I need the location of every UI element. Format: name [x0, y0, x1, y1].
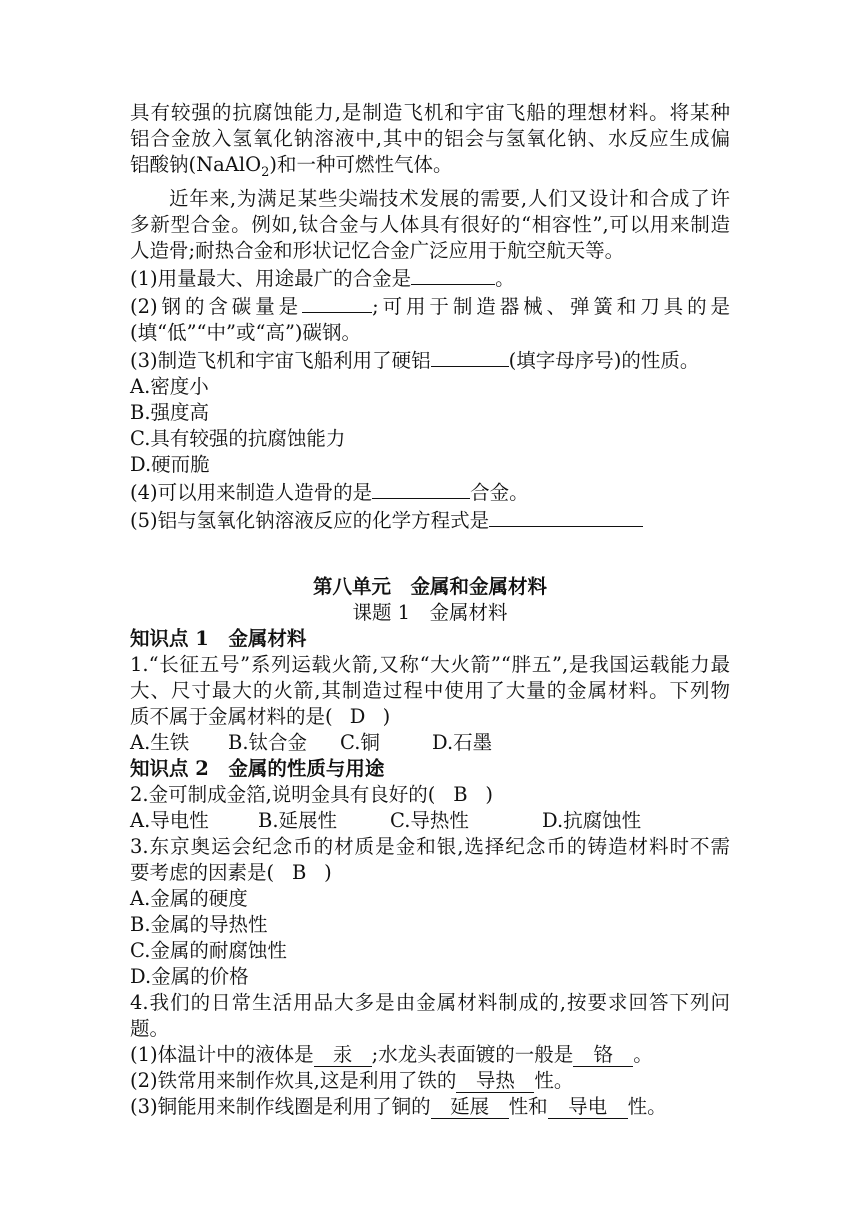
para2-line-1: 近年来,为满足某些尖端技术发展的需要,人们又设计和合成了许 — [169, 186, 730, 210]
kp2-question-3-line-2 — [130, 860, 730, 886]
kp1-question-1-line-1: 1.“长征五号”系列运载火箭,又称“大火箭”“胖五”,是我国运载能力最 — [130, 652, 730, 676]
answer-blank[interactable] — [431, 346, 509, 367]
question-4-text: (4)可以用来制造人造骨的是 — [130, 480, 373, 504]
option-a: A.密度小 — [130, 374, 209, 398]
question-4-end: 合金。 — [470, 480, 529, 504]
question-4 — [130, 478, 730, 506]
option-b: B.强度高 — [130, 400, 210, 424]
option-d: D.石墨 — [432, 730, 493, 754]
sub1-text: (1)体温计中的液体是 — [130, 1042, 314, 1066]
answer-blank[interactable] — [411, 264, 495, 285]
kp2-q4-sub-2 — [130, 1068, 730, 1094]
kp2-question-3-line-1: 3.东京奥运会纪念币的材质是金和银,选择纪念币的铸造材料时不需 — [130, 834, 730, 858]
formula-subscript: 2 — [261, 164, 270, 180]
kp2-q2-stem: 2.金可制成金箔,说明金具有良好的( — [130, 782, 436, 806]
option-c: C.导热性 — [390, 808, 469, 832]
filled-answer: 铬 — [573, 1044, 633, 1067]
answer-blank[interactable] — [302, 292, 372, 313]
kp2-question-4-line-1: 4.我们的日常生活用品大多是由金属材料制成的,按要求回答下列问 — [130, 990, 730, 1014]
kp2-q3-close: ) — [324, 860, 332, 884]
section-gap — [130, 534, 730, 574]
question-2-text-2: ;可用于制造器械、弹簧和刀具的是 — [372, 294, 731, 318]
question-1 — [130, 264, 730, 292]
intro-line-3-tail: )和一种可燃性气体。 — [269, 153, 453, 176]
filled-answer: 汞 — [314, 1044, 372, 1067]
filled-answer: 导电 — [548, 1096, 628, 1119]
option-d: D.硬而脆 — [130, 452, 210, 476]
kp2-q3-answer: B — [291, 860, 307, 884]
question-3 — [130, 346, 730, 374]
intro-line-2: 铝合金放入氢氧化钠溶液中,其中的铝会与氢氧化钠、水反应生成偏 — [130, 127, 730, 150]
question-3-end: (填字母序号)的性质。 — [508, 348, 700, 372]
option-d: D.金属的价格 — [130, 964, 249, 988]
option-a: A.导电性 — [130, 808, 209, 832]
answer-blank[interactable] — [372, 478, 470, 499]
question-5 — [130, 506, 730, 534]
unit-title: 第八单元 金属和金属材料 — [312, 574, 547, 598]
kp1-q1-answer: D — [349, 704, 366, 728]
kp2-q2-answer: B — [453, 782, 468, 806]
sub3-end: 性。 — [627, 1094, 667, 1118]
sub2-end: 性。 — [534, 1068, 574, 1092]
option-b: B.金属的导热性 — [130, 912, 268, 936]
knowledge-point-1-heading: 知识点 1 金属材料 — [130, 626, 307, 650]
sub3-text: (3)铜能用来制作线圈是利用了铜的 — [130, 1094, 431, 1118]
knowledge-point-2-heading: 知识点 2 金属的性质与用途 — [130, 756, 385, 780]
lesson-subtitle: 课题 1 金属材料 — [352, 600, 508, 624]
question-1-end: 。 — [495, 266, 515, 290]
kp1-question-1-line-2: 大、尺寸最大的火箭,其制造过程中使用了大量的金属材料。下列物 — [130, 678, 730, 702]
formula-text: 铝酸钠(NaAlO — [130, 153, 262, 176]
kp2-question-4-line-2: 题。 — [130, 1016, 170, 1040]
question-2-text: (2)钢的含碳量是 — [130, 294, 303, 318]
kp1-question-1-line-3 — [130, 704, 730, 730]
option-c: C.金属的耐腐蚀性 — [130, 938, 287, 962]
option-a: A.生铁 — [130, 730, 190, 754]
filled-answer: 导热 — [456, 1070, 534, 1093]
option-d: D.抗腐蚀性 — [542, 808, 642, 832]
sub1-end: 。 — [633, 1042, 653, 1066]
option-c: C.铜 — [340, 730, 380, 754]
kp2-question-2 — [130, 782, 730, 808]
question-1-text: (1)用量最大、用途最广的合金是 — [130, 266, 412, 290]
kp2-q3-stem: 要考虑的因素是( — [130, 860, 275, 884]
intro-line-1: 具有较强的抗腐蚀能力,是制造飞机和宇宙飞船的理想材料。将某种 — [130, 101, 730, 124]
option-b: B.钛合金 — [228, 730, 308, 754]
question-3-text: (3)制造飞机和宇宙飞船利用了硬铝 — [130, 348, 431, 372]
option-c: C.具有较强的抗腐蚀能力 — [130, 426, 346, 450]
answer-blank[interactable] — [489, 506, 643, 527]
question-2-line-2: (填“低”“中”或“高”)碳钢。 — [130, 320, 362, 344]
sub3-mid: 性和 — [508, 1094, 548, 1118]
question-2 — [130, 292, 730, 320]
kp1-q1-options — [130, 730, 730, 756]
kp1-q1-stem: 质不属于金属材料的是( — [130, 704, 333, 728]
kp2-q2-options — [130, 808, 730, 834]
option-b: B.延展性 — [258, 808, 338, 832]
para2-line-3: 人造骨;耐热合金和形状记忆合金广泛应用于航空航天等。 — [130, 238, 625, 262]
sub1-mid: ;水龙头表面镀的一般是 — [371, 1042, 574, 1066]
kp2-q4-sub-3 — [130, 1094, 730, 1120]
filled-answer: 延展 — [431, 1096, 509, 1119]
kp1-q1-close: ) — [382, 704, 391, 728]
kp2-q4-sub-1 — [130, 1042, 730, 1068]
sub2-text: (2)铁常用来制作炊具,这是利用了铁的 — [130, 1068, 457, 1092]
para2-line-2: 多新型合金。例如,钛合金与人体具有很好的“相容性”,可以用来制造 — [130, 212, 730, 236]
intro-line-3 — [130, 152, 730, 186]
document-page — [130, 100, 730, 1120]
option-a: A.金属的硬度 — [130, 886, 248, 910]
kp2-q2-close: ) — [485, 782, 494, 806]
question-5-text: (5)铝与氢氧化钠溶液反应的化学方程式是 — [130, 508, 490, 532]
